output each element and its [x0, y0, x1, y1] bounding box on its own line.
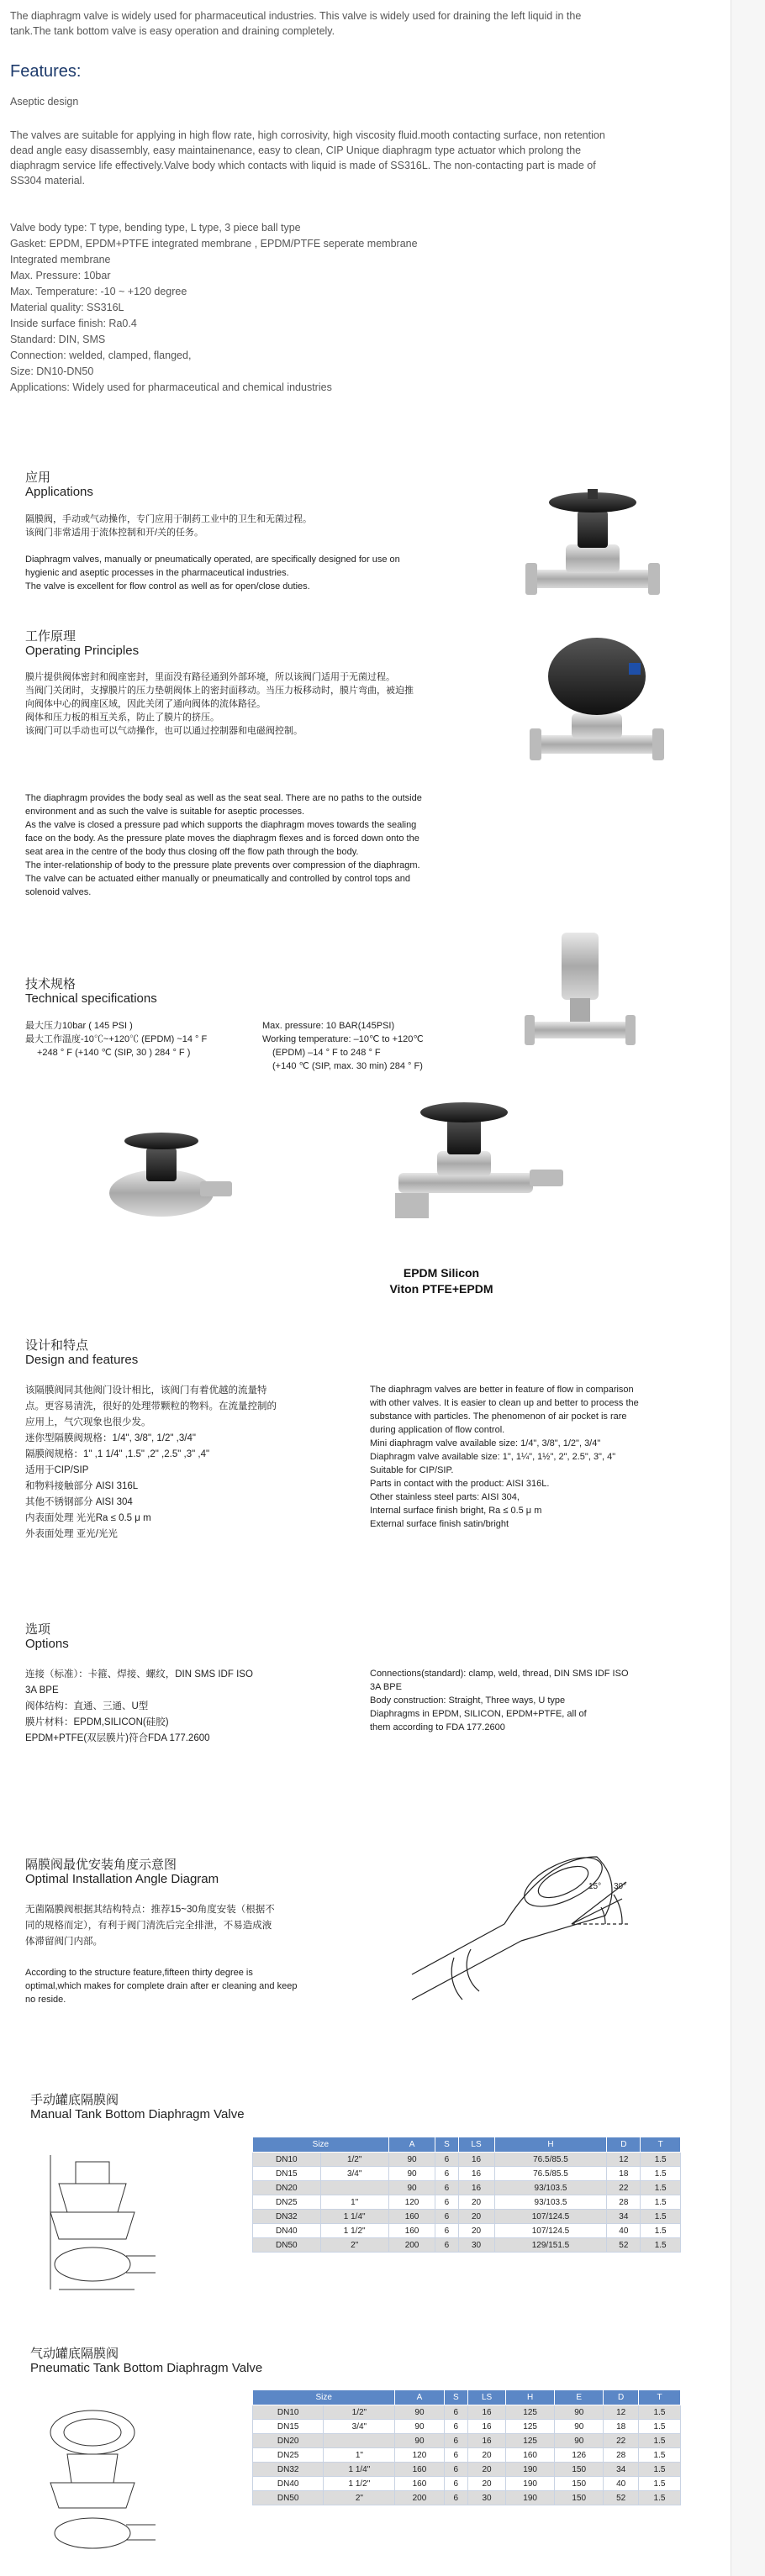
manual-tank-drawing	[34, 2147, 160, 2298]
pneumatic-table-cell: 6	[444, 2448, 468, 2463]
features-paragraph-line: The valves are suitable for applying in high flow rate, high corrosivity, high viscosity fluid.mooth contacting surface, non retention	[10, 129, 605, 141]
options-cn-line: 连接（标准）：卡箍、焊接、螺纹，DIN SMS IDF ISO	[25, 1669, 253, 1680]
principles-en-line: seat area in the centre of the body thus closing off the flow path through the body.	[25, 847, 359, 857]
manual-table-cell	[320, 2181, 388, 2195]
pneumatic-table-cell: DN20	[253, 2434, 324, 2448]
applications-cn-line: 隔膜阀，手动或气动操作，专门应用于制药工业中的卫生和无菌过程。	[25, 514, 312, 524]
pneumatic-table-cell: 1.5	[639, 2405, 681, 2420]
design-cn-line: 迷你型隔膜阀规格：1/4", 3/8", 1/2" ,3/4"	[25, 1433, 196, 1443]
tech-cn-lines	[25, 1019, 252, 1059]
applications-en-line: hygienic and aseptic processes in the pharmaceutical industries.	[25, 568, 289, 578]
pneumatic-table-cell: 52	[604, 2491, 639, 2505]
pneumatic-table-cell: 16	[468, 2434, 506, 2448]
pneumatic-table-cell: DN40	[253, 2477, 324, 2491]
manual-table-cell: 52	[607, 2238, 641, 2253]
pneumatic-table-cell: DN10	[253, 2405, 324, 2420]
manual-table-cell: 20	[458, 2195, 494, 2210]
manual-table-cell: DN32	[253, 2210, 321, 2224]
pneumatic-table-cell: 6	[444, 2434, 468, 2448]
manual-table-cell: 20	[458, 2224, 494, 2238]
principles-en-line: solenoid valves.	[25, 887, 92, 897]
manual-table-cell: 1.5	[641, 2224, 681, 2238]
pneumatic-table-cell: 6	[444, 2420, 468, 2434]
options-en-line: Diaphragms in EPDM, SILICON, EPDM+PTFE, all of	[370, 1709, 587, 1719]
pneumatic-title-cn: 气动罐底隔膜阀	[30, 2347, 119, 2361]
pneumatic-table-cell: 1.5	[639, 2477, 681, 2491]
pneumatic-table-cell: 20	[468, 2477, 506, 2491]
manual-table-cell: DN10	[253, 2153, 321, 2167]
options-en-lines	[370, 1667, 689, 1734]
pneumatic-table-cell: 20	[468, 2448, 506, 2463]
manual-table-cell: 90	[388, 2167, 435, 2181]
pneumatic-table-cell: 125	[506, 2405, 555, 2420]
manual-table-cell: 1"	[320, 2195, 388, 2210]
features-list-item: Material quality: SS316L	[10, 302, 124, 313]
manual-table-cell: 1 1/4"	[320, 2210, 388, 2224]
manual-table-row	[253, 2210, 681, 2224]
material-badge-line: EPDM Silicon	[403, 1266, 480, 1280]
bend-valve-image	[387, 1092, 572, 1227]
options-cn-line: EPDM+PTFE(双层膜片)符合FDA 177.2600	[25, 1733, 210, 1743]
tech-en-line: (EPDM) –14 ° F to 248 ° F	[272, 1048, 381, 1058]
design-title-en: Design and features	[25, 1353, 139, 1367]
features-list-item: Size: DN10-DN50	[10, 365, 94, 377]
pneumatic-table-cell: 6	[444, 2491, 468, 2505]
options-en-line: them according to FDA 177.2600	[370, 1722, 505, 1732]
angle-label-15: 15°	[588, 1882, 602, 1891]
design-cn-line: 隔膜阀规格：1" ,1 1/4" ,1.5" ,2" ,2.5" ,3" ,4"	[25, 1449, 210, 1459]
pneumatic-table-cell: 1/2"	[324, 2405, 395, 2420]
principles-cn-line: 阀体和压力板的相互关系，防止了膜片的挤压。	[25, 712, 219, 723]
tech-cn-line: +248 ° F (+140 ℃ (SIP, 30 ) 284 ° F )	[37, 1048, 191, 1058]
pneumatic-head-s: S	[444, 2390, 468, 2405]
manual-table-row	[253, 2195, 681, 2210]
pneumatic-table-cell: 150	[555, 2491, 604, 2505]
design-en-line: Parts in contact with the product: AISI 316L.	[370, 1479, 550, 1489]
angle-label-30: 30°	[614, 1882, 627, 1891]
optimal-cn-line: 体滞留阀门内部。	[25, 1937, 103, 1947]
manual-table-cell: 93/103.5	[494, 2181, 607, 2195]
design-cn-line: 其他不锈钢部分 AISI 304	[25, 1497, 133, 1507]
manual-table-cell: 107/124.5	[494, 2210, 607, 2224]
manual-table-cell: DN15	[253, 2167, 321, 2181]
pneumatic-table-cell: 125	[506, 2420, 555, 2434]
manual-spec-table	[252, 2137, 681, 2253]
pneumatic-head-a: A	[395, 2390, 444, 2405]
pneumatic-table-cell: 18	[604, 2420, 639, 2434]
principles-cn-line: 膜片提供阀体密封和阀座密封，里面没有路径通到外部环境，所以该阀门适用于无菌过程。	[25, 672, 395, 682]
manual-head-ls: LS	[458, 2137, 494, 2153]
manual-table-row	[253, 2181, 681, 2195]
pneumatic-table-cell: 150	[555, 2477, 604, 2491]
manual-title-cn: 手动罐底隔膜阀	[30, 2093, 119, 2107]
pneumatic-table-cell: 1 1/2"	[324, 2477, 395, 2491]
applications-title-en: Applications	[25, 485, 93, 499]
pneumatic-table-cell: DN15	[253, 2420, 324, 2434]
manual-table-cell: 20	[458, 2210, 494, 2224]
manual-table-row	[253, 2153, 681, 2167]
design-en-lines	[370, 1383, 689, 1531]
design-en-line: The diaphragm valves are better in feature of flow in comparison	[370, 1385, 634, 1395]
features-list-item: Inside surface finish: Ra0.4	[10, 318, 137, 329]
pneumatic-head-ls: LS	[468, 2390, 506, 2405]
pneumatic-table-row	[253, 2405, 681, 2420]
manual-table-cell: DN25	[253, 2195, 321, 2210]
design-en-line: Mini diaphragm valve available size: 1/4", 3/8", 1/2", 3/4"	[370, 1438, 601, 1448]
features-list-item: Valve body type: T type, bending type, L type, 3 piece ball type	[10, 222, 301, 234]
manual-table-cell: 16	[458, 2167, 494, 2181]
design-cn-line: 该隔膜阀同其他阀门设计相比，该阀门有着优越的流量特	[25, 1385, 267, 1396]
manual-table-cell: 40	[607, 2224, 641, 2238]
manual-table-row	[253, 2224, 681, 2238]
features-title: Features:	[10, 62, 82, 81]
manual-table-cell: 120	[388, 2195, 435, 2210]
pneumatic-table-cell: 6	[444, 2463, 468, 2477]
principles-en-line: As the valve is closed a pressure pad which supports the diaphragm moves towards the sealing	[25, 820, 417, 830]
manual-table-cell: 12	[607, 2153, 641, 2167]
tech-cn-line: 最大工作温度-10℃~+120℃ (EPDM) ~14 ° F	[25, 1034, 208, 1044]
pneumatic-head-t: T	[639, 2390, 681, 2405]
pneumatic-table-cell: 20	[468, 2463, 506, 2477]
manual-table-cell: 1/2"	[320, 2153, 388, 2167]
pneumatic-table-cell: 1.5	[639, 2448, 681, 2463]
pneumatic-table-cell: DN25	[253, 2448, 324, 2463]
features-list-item: Max. Temperature: -10 ~ +120 degree	[10, 286, 187, 297]
pneumatic-table-row	[253, 2434, 681, 2448]
design-title-cn: 设计和特点	[25, 1338, 89, 1353]
optimal-cn-line: 无菌隔膜阀根据其结构特点：推荐15~30角度安装（根据不	[25, 1905, 275, 1915]
pneumatic-table-row	[253, 2448, 681, 2463]
features-list-item: Connection: welded, clamped, flanged,	[10, 350, 192, 361]
design-en-line: External surface finish satin/bright	[370, 1519, 509, 1529]
manual-table-cell: 90	[388, 2153, 435, 2167]
intro-line: The diaphragm valve is widely used for pharmaceutical industries. This valve is widely used for draining the left liquid in the	[10, 10, 582, 22]
manual-table-cell: DN50	[253, 2238, 321, 2253]
design-en-line: during application of flow control.	[370, 1425, 505, 1435]
applications-cn-line: 该阀门非常适用于流体控制和开/关的任务。	[25, 528, 204, 538]
optimal-en-line: According to the structure feature,fifteen thirty degree is	[25, 1968, 253, 1978]
manual-table-cell: 1.5	[641, 2238, 681, 2253]
pneumatic-table-cell: 190	[506, 2477, 555, 2491]
pneumatic-table-cell: 1 1/4"	[324, 2463, 395, 2477]
design-cn-line: 应用上，气穴现象也很少发。	[25, 1417, 151, 1427]
options-cn-lines	[25, 1667, 345, 1747]
manual-table-cell: 6	[435, 2167, 458, 2181]
manual-table-cell: 16	[458, 2181, 494, 2195]
principles-cn-line: 当阀门关闭时，支撑膜片的压力垫朝阀体上的密封面移动。当压力板移动时，膜片弯曲，被迫推	[25, 686, 414, 696]
manual-table-cell: 76.5/85.5	[494, 2167, 607, 2181]
pneumatic-table-cell: DN50	[253, 2491, 324, 2505]
manual-table-cell: 6	[435, 2153, 458, 2167]
manual-table-cell: 160	[388, 2210, 435, 2224]
pneumatic-table-cell: 90	[395, 2420, 444, 2434]
pneumatic-head-size: Size	[253, 2390, 395, 2405]
manual-table-cell: 129/151.5	[494, 2238, 607, 2253]
manual-table-cell: 6	[435, 2195, 458, 2210]
features-list-item: Gasket: EPDM, EPDM+PTFE integrated membrane , EPDM/PTFE seperate membrane	[10, 238, 418, 250]
options-cn-line: 3A BPE	[25, 1685, 59, 1695]
optimal-title-en: Optimal Installation Angle Diagram	[25, 1872, 219, 1886]
applications-cn-text	[25, 513, 462, 539]
manual-table-cell: 93/103.5	[494, 2195, 607, 2210]
pneumatic-table-cell: 160	[395, 2463, 444, 2477]
features-list	[10, 220, 683, 396]
features-paragraph-line: diaphragm service life effectively.Valve body which contacts with liquid is made of SS316L. The non-contacting part is made of	[10, 160, 596, 171]
design-en-line: Diaphragm valve available size: 1", 1¼", 1½", 2", 2.5", 3", 4"	[370, 1452, 616, 1462]
options-en-line: Connections(standard): clamp, weld, thread, DIN SMS IDF ISO	[370, 1669, 629, 1679]
applications-en-text	[25, 553, 471, 593]
pneumatic-table-cell: 30	[468, 2491, 506, 2505]
tech-en-line: Working temperature: –10℃ to +120℃	[262, 1034, 424, 1044]
optimal-en-line: no reside.	[25, 1995, 66, 2005]
manual-table-cell: 160	[388, 2224, 435, 2238]
design-cn-line: 内表面处理 光光Ra ≤ 0.5 μ m	[25, 1513, 151, 1523]
pneumatic-table-cell: 1.5	[639, 2434, 681, 2448]
material-badge-line: Viton PTFE+EPDM	[389, 1282, 493, 1296]
manual-head-d: D	[607, 2137, 641, 2153]
pneumatic-table-cell: 190	[506, 2463, 555, 2477]
pneumatic-spec-table	[252, 2389, 681, 2505]
optimal-en-line: optimal,which makes for complete drain after er cleaning and keep	[25, 1981, 298, 1991]
pneumatic-table-cell: 160	[506, 2448, 555, 2463]
manual-table-cell: 1.5	[641, 2181, 681, 2195]
design-cn-line: 适用于CIP/SIP	[25, 1465, 89, 1475]
tech-en-line: Max. pressure: 10 BAR(145PSI)	[262, 1021, 395, 1031]
pneumatic-table-cell: 16	[468, 2405, 506, 2420]
manual-table-cell: 16	[458, 2153, 494, 2167]
pneumatic-table-cell: 1"	[324, 2448, 395, 2463]
manual-table-cell: 1.5	[641, 2167, 681, 2181]
manual-head-s: S	[435, 2137, 458, 2153]
manual-table-cell: 107/124.5	[494, 2224, 607, 2238]
design-en-line: with other valves. It is easier to clean up and better to process the	[370, 1398, 639, 1408]
pneumatic-valve-image	[521, 626, 673, 777]
pneumatic-table-cell: 90	[395, 2405, 444, 2420]
options-en-line: 3A BPE	[370, 1682, 402, 1692]
principles-en-line: face on the body. As the pressure plate moves the diaphragm flexes and is forced down onto the	[25, 833, 419, 844]
features-paragraph-line: dead angle easy disassembly, easy maintainenance, easy to clean, CIP Unique diaphragm type actuator which prolong the	[10, 145, 582, 156]
features-list-item: Integrated membrane	[10, 254, 111, 265]
features-list-item: Max. Pressure: 10bar	[10, 270, 111, 281]
design-en-line: substance with particles. The phenomenon of air pocket is rare	[370, 1412, 627, 1422]
features-list-item: Standard: DIN, SMS	[10, 334, 106, 345]
pneumatic-table-body	[253, 2405, 681, 2505]
pneumatic-table-row	[253, 2420, 681, 2434]
manual-table-cell: 30	[458, 2238, 494, 2253]
pneumatic-head-e: E	[555, 2390, 604, 2405]
intro-line: tank.The tank bottom valve is easy operation and draining completely.	[10, 25, 335, 37]
pneumatic-table-cell: 3/4"	[324, 2420, 395, 2434]
pneumatic-table-cell: 120	[395, 2448, 444, 2463]
tech-title-cn: 技术规格	[25, 977, 76, 991]
pneumatic-table-cell: 90	[555, 2420, 604, 2434]
pneumatic-table-cell: 2"	[324, 2491, 395, 2505]
principles-en-line: The valve can be actuated either manually or pneumatically and controlled by control tops and	[25, 874, 410, 884]
features-paragraph	[10, 128, 683, 188]
manual-table-cell: 1.5	[641, 2210, 681, 2224]
manual-table-cell: 1 1/2"	[320, 2224, 388, 2238]
manual-table-body	[253, 2153, 681, 2253]
manual-head-size: Size	[253, 2137, 389, 2153]
manual-head-a: A	[388, 2137, 435, 2153]
pneumatic-table-cell: 125	[506, 2434, 555, 2448]
pneumatic-table-cell: 90	[555, 2434, 604, 2448]
tech-cn-line: 最大压力10bar ( 145 PSI )	[25, 1021, 133, 1031]
features-subtitle: Aseptic design	[10, 96, 79, 108]
optimal-en-lines	[25, 1966, 345, 2006]
pneumatic-table-cell: 28	[604, 2448, 639, 2463]
optimal-cn-lines	[25, 1902, 345, 1950]
design-cn-line: 外表面处理 亚光/光光	[25, 1529, 118, 1539]
pneumatic-head-h: H	[506, 2390, 555, 2405]
manual-table-cell: 34	[607, 2210, 641, 2224]
pneumatic-table-row	[253, 2491, 681, 2505]
pneumatic-table-row	[253, 2477, 681, 2491]
applications-en-line: The valve is excellent for flow control as well as for open/close duties.	[25, 581, 310, 591]
manual-table-cell: 6	[435, 2238, 458, 2253]
features-paragraph-line: SS304 material.	[10, 175, 85, 187]
options-en-line: Body construction: Straight, Three ways, U type	[370, 1695, 566, 1706]
manual-table-cell: 2"	[320, 2238, 388, 2253]
manual-table-cell: 76.5/85.5	[494, 2153, 607, 2167]
design-en-line: Other stainless steel parts: AISI 304,	[370, 1492, 520, 1502]
pneumatic-table-cell: 200	[395, 2491, 444, 2505]
pneumatic-table-cell: 1.5	[639, 2491, 681, 2505]
design-en-line: Suitable for CIP/SIP.	[370, 1465, 454, 1475]
tank-valve-image	[101, 1109, 235, 1227]
principles-en-text	[25, 791, 496, 899]
pneumatic-table-cell: 6	[444, 2477, 468, 2491]
pneumatic-table-cell: 160	[395, 2477, 444, 2491]
pneumatic-table-cell: 190	[506, 2491, 555, 2505]
pneumatic-table-cell: 1.5	[639, 2463, 681, 2477]
manual-head-h: H	[494, 2137, 607, 2153]
pneumatic-table-cell: 126	[555, 2448, 604, 2463]
pneumatic-table-cell: 12	[604, 2405, 639, 2420]
manual-table-cell: 22	[607, 2181, 641, 2195]
pneumatic-table-cell: 16	[468, 2420, 506, 2434]
options-title-cn: 选项	[25, 1622, 51, 1637]
pneumatic-table-cell: 1.5	[639, 2420, 681, 2434]
manual-table-cell: DN20	[253, 2181, 321, 2195]
manual-table-cell: 1.5	[641, 2153, 681, 2167]
manual-table-head	[253, 2137, 681, 2153]
applications-title-cn: 应用	[25, 471, 51, 485]
design-cn-lines	[25, 1383, 345, 1543]
pneumatic-table-cell: DN32	[253, 2463, 324, 2477]
manual-table-cell: 6	[435, 2210, 458, 2224]
optimal-title-cn: 隔膜阀最优安装角度示意图	[25, 1858, 177, 1872]
pneumatic-table-cell: 90	[555, 2405, 604, 2420]
pneumatic-table-cell: 6	[444, 2405, 468, 2420]
manual-table-cell: 6	[435, 2224, 458, 2238]
pneumatic-table-cell	[324, 2434, 395, 2448]
pneumatic-table-row	[253, 2463, 681, 2477]
principles-cn-text	[25, 670, 496, 738]
principles-cn-line: 向阀体中心的阀座区域，因此关闭了通向阀体的流体路径。	[25, 699, 266, 709]
manual-table-cell: 6	[435, 2181, 458, 2195]
principles-en-line: The inter-relationship of body to the pressure plate prevents over compression of the diaphragm.	[25, 860, 420, 870]
optimal-cn-line: 同的规格而定），有利于阀门清洗后完全排泄，不易造成液	[25, 1921, 272, 1931]
principles-cn-line: 该阀门可以手动也可以气动操作，也可以通过控制器和电磁阀控制。	[25, 726, 303, 736]
manual-valve-image	[517, 477, 668, 616]
manual-table-row	[253, 2167, 681, 2181]
options-title-en: Options	[25, 1637, 69, 1651]
manual-table-row	[253, 2238, 681, 2253]
design-en-line: Internal surface finish bright, Ra ≤ 0.5 μ m	[370, 1506, 542, 1516]
manual-table-cell: DN40	[253, 2224, 321, 2238]
principles-en-line: The diaphragm provides the body seal as well as the seat seal. There are no paths to the outside	[25, 793, 422, 803]
principles-en-line: environment and as such the valve is suitable for aseptic processes.	[25, 807, 305, 817]
design-cn-line: 和物料接触部分 AISI 316L	[25, 1481, 139, 1491]
tech-title-en: Technical specifications	[25, 991, 157, 1006]
actuator-valve-image	[521, 924, 639, 1067]
principles-title-cn: 工作原理	[25, 629, 76, 644]
tech-en-line: (+140 ℃ (SIP, max. 30 min) 284 ° F)	[272, 1061, 423, 1071]
manual-table-cell: 28	[607, 2195, 641, 2210]
pneumatic-table-cell: 150	[555, 2463, 604, 2477]
manual-table-cell: 200	[388, 2238, 435, 2253]
pneumatic-title-en: Pneumatic Tank Bottom Diaphragm Valve	[30, 2361, 263, 2375]
pneumatic-table-cell: 22	[604, 2434, 639, 2448]
pneumatic-tank-drawing	[34, 2399, 160, 2558]
applications-en-line: Diaphragm valves, manually or pneumatically operated, are specifically designed for use on	[25, 555, 400, 565]
manual-table-cell: 90	[388, 2181, 435, 2195]
material-badge	[353, 1265, 530, 1297]
design-cn-line: 点。更容易清洗，很好的处理带颗粒的物料。在流量控制的	[25, 1401, 277, 1412]
pneumatic-table-cell: 34	[604, 2463, 639, 2477]
features-list-item: Applications: Widely used for pharmaceutical and chemical industries	[10, 381, 332, 393]
manual-table-cell: 3/4"	[320, 2167, 388, 2181]
pneumatic-table-head	[253, 2390, 681, 2405]
manual-head-t: T	[641, 2137, 681, 2153]
options-cn-line: 阀体结构：直通、三通、U型	[25, 1701, 149, 1711]
installation-angle-diagram	[378, 1823, 647, 2016]
pneumatic-head-d: D	[604, 2390, 639, 2405]
principles-title-en: Operating Principles	[25, 644, 140, 658]
pneumatic-table-cell: 40	[604, 2477, 639, 2491]
right-scroll-panel	[731, 0, 765, 2576]
manual-title-en: Manual Tank Bottom Diaphragm Valve	[30, 2107, 245, 2121]
pneumatic-table-cell: 90	[395, 2434, 444, 2448]
intro	[10, 8, 674, 39]
tech-en-lines	[262, 1019, 514, 1073]
options-cn-line: 膜片材料：EPDM,SILICON(硅胶)	[25, 1717, 169, 1727]
manual-table-cell: 1.5	[641, 2195, 681, 2210]
manual-table-cell: 18	[607, 2167, 641, 2181]
